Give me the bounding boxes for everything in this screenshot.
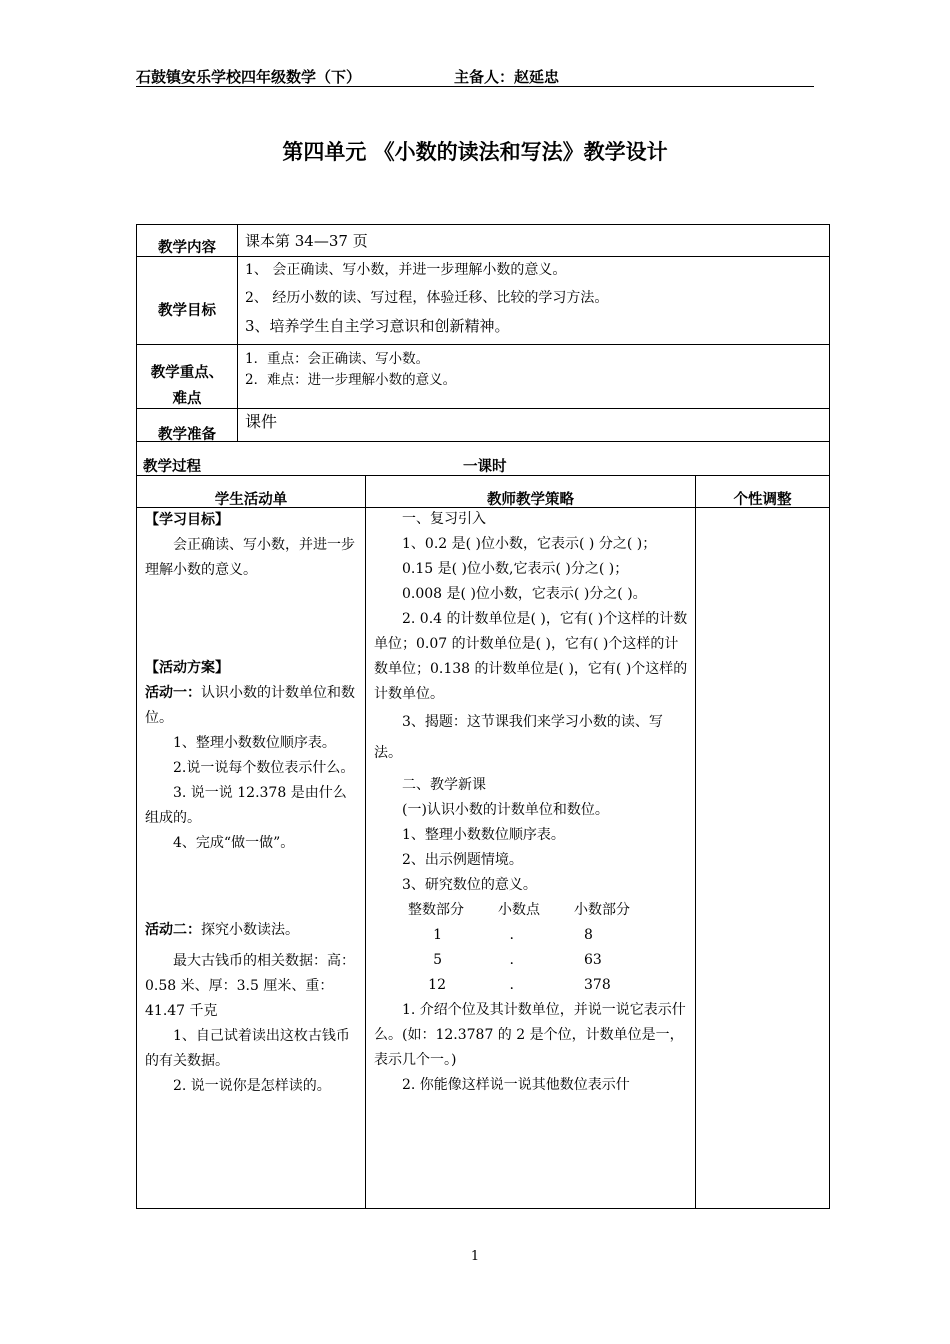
teacher-column [374,507,688,1098]
coin-data: 最大古钱币的相关数据：高：0.58 米、厚：3.5 厘米、重：41.47 千克 [145,953,355,1019]
teacher-column-header: 教师教学策略 [487,492,574,508]
activity-two-head: 活动二： [145,922,201,938]
column-divider [237,224,238,441]
key-item: 2．难点：进一步理解小数的意义。 [245,372,457,388]
prep-value: 课件 [245,412,278,431]
teaching-note: 1. 介绍个位及其计数单位，并说一说它表示什么。(如：12.3787 的 2 是个位，计数单位是一，表示几个一。) [374,1002,686,1068]
review-question: 2. 0.4 的计数单位是( )，它有( )个这样的计数单位；0.07 的计数单位是( )，它有( )个这样的计数单位；0.138 的计数单位是( )，它有( )个这样的计数单位。 [374,611,688,702]
personal-column-header: 个性调整 [733,492,792,508]
activity-one-item: 1、整理小数数位顺序表。 [173,735,336,751]
spacer [145,856,358,918]
new-lesson-heading: 二、教学新课 [402,777,486,793]
new-lesson-step: 1、整理小数数位顺序表。 [402,827,565,843]
goals-label: 教学目标 [158,303,216,319]
teaching-note: 2. 你能像这样说一说其他数位表示什 [402,1077,630,1093]
place-value-cell: 12 [428,977,446,993]
place-value-cell: 1 [433,927,442,943]
place-value-cell: . [509,952,514,968]
goals-list [245,256,608,340]
column-divider [695,475,696,1209]
learning-goal-text: 会正确读、写小数，并进一步理解小数的意义。 [145,537,355,578]
activity-one-item: 4、完成“做一做”。 [173,835,295,851]
place-value-row [374,973,688,998]
place-value-cell: 8 [584,927,593,943]
review-question: 1、0.2 是( )位小数，它表示( ) 分之( )； [402,536,657,552]
activity-one-title: 认识小数的计数单位和数位。 [145,685,355,726]
author-name: 主备人：赵延忠 [454,68,560,86]
document-title: 第四单元 《小数的读法和写法》教学设计 [282,140,668,164]
key-label-line2: 难点 [172,391,202,407]
place-value-cell: . [509,927,514,943]
new-lesson-sub: (一)认识小数的计数单位和数位。 [402,802,609,818]
row-divider [136,344,830,345]
activity-one [145,681,358,731]
activity-plan-heading: 【活动方案】 [145,660,229,676]
goal-item: 1、 会正确读、写小数，并进一步理解小数的意义。 [245,262,567,278]
page-number: 1 [470,1249,480,1264]
place-value-header-cell: 小数点 [498,902,540,918]
key-list [245,349,456,391]
student-column-header: 学生活动单 [214,492,288,508]
place-value-cell: 5 [433,952,442,968]
page-header [136,64,814,87]
activity-two-title: 探究小数读法。 [201,922,299,938]
review-question: 0.15 是( )位小数,它表示( )分之( )； [402,561,629,577]
process-period: 一课时 [463,459,507,475]
activity-one-head: 活动一： [145,685,201,701]
key-label [137,358,237,414]
review-question: 0.008 是( )位小数，它表示( )分之( )。 [402,586,647,602]
activity-two-item: 2. 说一说你是怎样读的。 [173,1078,331,1094]
review-heading: 一、复习引入 [402,511,486,527]
school-name: 石鼓镇安乐学校四年级数学（下） [136,68,362,86]
activity-one-item: 2.说一说每个数位表示什么。 [173,760,355,776]
place-value-header-cell: 小数部分 [574,902,630,918]
content-label: 教学内容 [158,240,216,256]
key-label-line1: 教学重点、 [150,365,224,381]
topic-reveal: 3、揭题：这节课我们来学习小数的读、写法。 [374,714,663,761]
row-divider [136,441,830,442]
process-label: 教学过程 [143,459,201,475]
place-value-cell: 63 [584,952,602,968]
activity-two-item: 1、自己试着读出这枚古钱币的有关数据。 [145,1028,350,1069]
new-lesson-step: 2、出示例题情境。 [402,852,523,868]
new-lesson-step: 3、研究数位的意义。 [402,877,537,893]
column-divider [365,475,366,1209]
place-value-cell: . [509,977,514,993]
row-divider [136,408,830,409]
goal-item: 3、培养学生自主学习意识和创新精神。 [245,317,510,335]
learning-goal-heading: 【学习目标】 [145,512,229,528]
place-value-cell: 378 [584,977,611,993]
goal-item: 2、 经历小数的读、写过程，体验迁移、比较的学习方法。 [245,290,609,306]
activity-one-item: 3. 说一说 12.378 是由什么组成的。 [145,785,347,826]
spacer [145,583,358,656]
place-value-header-cell: 整数部分 [408,902,464,918]
activity-two [145,918,358,943]
key-item: 1．重点：会正确读、写小数。 [245,351,430,367]
content-value: 课本第 34—37 页 [245,232,368,250]
place-value-row [374,948,688,973]
place-value-header [374,898,688,923]
student-column [145,508,358,1099]
prep-label: 教学准备 [158,427,216,443]
place-value-row [374,923,688,948]
